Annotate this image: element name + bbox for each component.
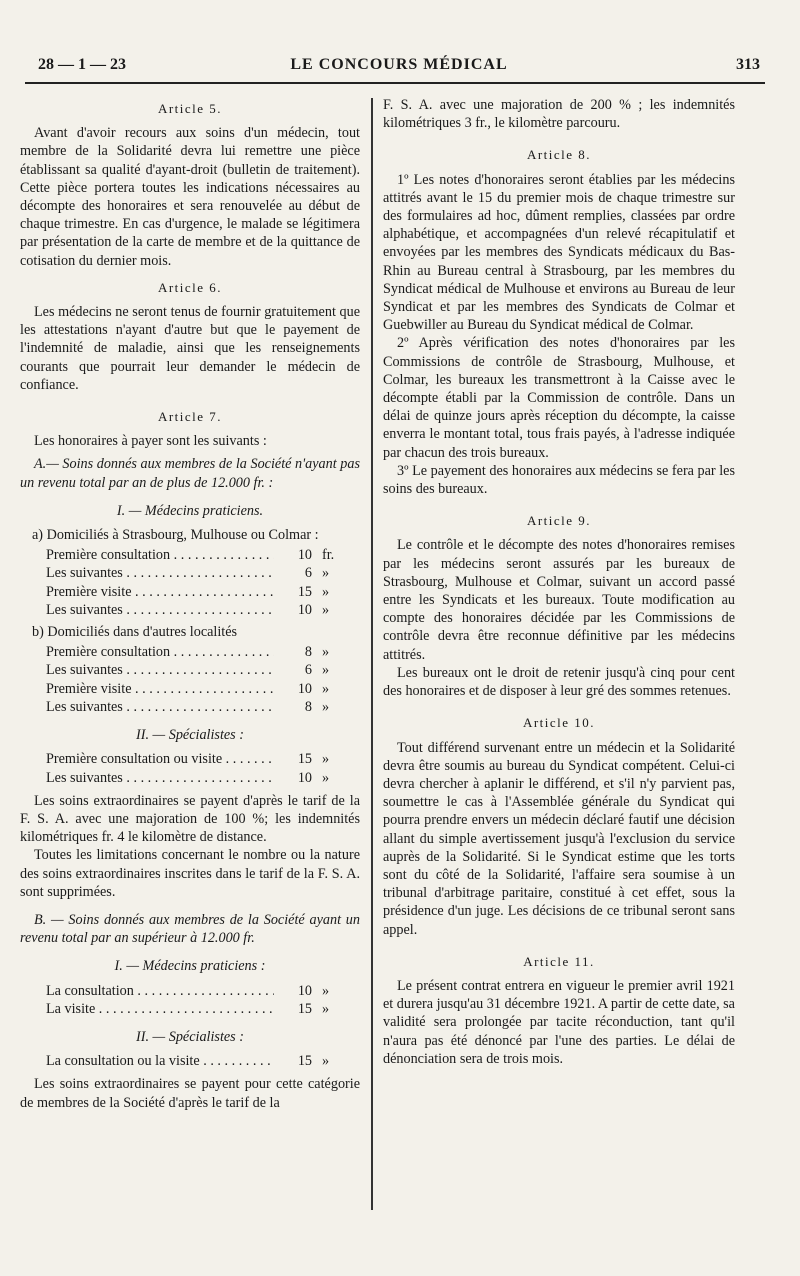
fee-unit: » xyxy=(322,982,330,999)
issue-date: 28 — 1 — 23 xyxy=(38,56,126,73)
fee-row xyxy=(46,1052,360,1070)
fee-unit: » xyxy=(322,565,330,582)
fee-amount: 10 xyxy=(297,982,312,999)
fee-amount: 10 xyxy=(297,547,312,564)
column-rule xyxy=(371,98,373,1210)
continuation-text: F. S. A. avec une majoration de 200 % ; les indemnités kilométriques 3 fr., le kilomètre parcouru. xyxy=(383,97,735,132)
article-8-p3: 3º Le payement des honoraires aux médecins se fera par les soins des bureaux. xyxy=(383,462,735,498)
journal-title: LE CONCOURS MÉDICAL xyxy=(290,56,508,73)
fee-label: Première visite . . . xyxy=(46,680,274,698)
article-11-p1: Le présent contrat entrera en vigueur le premier avril 1921 et durera jusqu'au 31 décembre 1921. A partir de cette date, sa validité sera prolongée par tacite réconduction, tant qu'il n'aura pas été dénoncé par l'une des parties. Le délai de dénonciation sera de trois mois. xyxy=(383,977,735,1067)
fee-amount: 6 xyxy=(304,565,312,582)
fee-unit: » xyxy=(322,751,330,768)
article-11-title: Article 11. xyxy=(523,953,595,969)
section-b-specialistes: II. — Spécialistes : xyxy=(136,1028,244,1045)
article-9-title: Article 9. xyxy=(526,513,592,529)
fee-unit: » xyxy=(322,601,330,618)
fee-label: Première consultation . . . xyxy=(46,643,274,661)
article-9-p1: Le contrôle et le décompte des notes d'honoraires remises par les médecins seront assurés par les bureaux de Strasbourg, Mulhouse et Colmar, suivant un accord passé entre les Syndicats et les bureaux. Toute modification au compte des honoraires décidée par les Commissions de contrôle devra être reconnue définitive par les médecins attitrés. xyxy=(383,537,735,663)
fee-label: La consultation . . . xyxy=(46,982,274,1000)
fee-amount: 10 xyxy=(297,769,312,786)
fee-row xyxy=(46,564,360,582)
fee-row xyxy=(46,643,360,661)
fee-row xyxy=(46,546,360,564)
fee-row xyxy=(46,982,360,1000)
article-6-text: Les médecins ne seront tenus de fournir gratuitement que les attestations n'ayant d'autre but que le payement de l'indemnité de maladie, ainsi que les renseignements courants que pourrait leur demander le médecin de confiance. xyxy=(20,304,360,393)
fee-list-a-a xyxy=(20,546,360,619)
fee-list-a-ii xyxy=(20,750,360,786)
right-column xyxy=(383,96,735,1068)
fee-unit: » xyxy=(322,680,330,697)
fee-amount: 15 xyxy=(297,1053,312,1070)
fee-label: Première consultation ou visite . . . xyxy=(46,750,274,768)
article-10-p1: Tout différend survenant entre un médecin et la Solidarité devra être soumis au bureau du Syndicat compétent. Celui-ci devra chercher à aplanir le différend, et s'il n'y parvient pas, soumettre le cas à l'Assemblée générale du Syndicat qui pourra prendre envers un médecin déclaré fautif une décision allant du simple avertissement jusqu'à l'exclusion du service auprès de la Solidarité. Si le Syndicat estime que les torts sont du côté de la Solidarité, l'affaire sera soumise à un tribunal d'arbitrage paritaire, constitué à cet effet, sous la présidence d'un juge. Les décisions de ce tribunal seront sans appel. xyxy=(383,739,735,938)
fee-label: La visite . . . xyxy=(46,1000,274,1018)
fee-label: Les suivantes . . . xyxy=(46,698,274,716)
article-8-title: Article 8. xyxy=(526,147,592,163)
fee-list-a-b xyxy=(20,643,360,716)
fee-unit: » xyxy=(322,1000,330,1017)
page-header xyxy=(38,52,760,78)
fee-list-b-ii xyxy=(20,1052,360,1070)
article-6-title: Article 6. xyxy=(157,279,223,295)
fee-unit: » xyxy=(322,583,330,600)
article-7-title: Article 7. xyxy=(157,409,223,425)
fee-row xyxy=(46,583,360,601)
fee-row xyxy=(46,601,360,619)
fee-amount: 10 xyxy=(297,680,312,697)
fee-unit: fr. xyxy=(322,547,335,564)
page-number: 313 xyxy=(736,56,760,73)
section-a-a-label: a) Domiciliés à Strasbourg, Mulhouse ou Colmar : xyxy=(32,527,319,544)
section-b-praticiens: I. — Médecins praticiens : xyxy=(114,958,266,975)
fee-list-b-i xyxy=(20,982,360,1018)
fee-label: Les suivantes . . . xyxy=(46,769,274,787)
fee-amount: 10 xyxy=(297,601,312,618)
fee-row xyxy=(46,698,360,716)
fee-label: Première visite . . . xyxy=(46,583,274,601)
article-8-p1: 1º Les notes d'honoraires seront établies par les médecins attitrés avant le 15 du premier mois de chaque trimestre sur des formulaires ad hoc, dûment remplies, classées par ordre alphabétique, et accompagnées d'un relevé récapitulatif et envoyées par les membres des Syndicats médicaux du Bas-Rhin au Bureau central à Strasbourg, par les membres du Syndicat médical de Mulhouse et environs au Bureau de leur Syndicat et par les membres des Syndicats de Colmar et Guebwiller au Bureau du Syndicat médical de Colmar. xyxy=(383,171,735,334)
fee-label: Les suivantes . . . xyxy=(46,601,274,619)
article-10-title: Article 10. xyxy=(522,715,596,731)
article-7-intro: Les honoraires à payer sont les suivants : xyxy=(34,433,267,450)
fee-label: La consultation ou la visite . . . xyxy=(46,1052,274,1070)
fee-label: Les suivantes . . . xyxy=(46,564,274,582)
fee-unit: » xyxy=(322,769,330,786)
fee-row xyxy=(46,1000,360,1018)
left-column xyxy=(20,96,360,1112)
fee-unit: » xyxy=(322,698,330,715)
fee-row xyxy=(46,750,360,768)
section-a-specialistes: II. — Spécialistes : xyxy=(136,727,244,744)
section-a-heading: A.— Soins donnés aux membres de la Société n'ayant pas un revenu total par an de plus de 12.000 fr. : xyxy=(20,456,360,491)
fee-unit: » xyxy=(322,662,330,679)
fee-label: Première consultation . . . xyxy=(46,546,274,564)
limitations-text: Toutes les limitations concernant le nombre ou la nature des soins extraordinaires inscrites dans le tarif de la F. S. A. sont supprimées. xyxy=(20,847,360,900)
fee-label: Les suivantes . . . xyxy=(46,661,274,679)
fee-amount: 6 xyxy=(304,662,312,679)
header-rule xyxy=(25,82,765,84)
article-5-text: Avant d'avoir recours aux soins d'un médecin, tout membre de la Solidarité devra lui remettre une pièce établissant sa qualité d'ayant-droit (bulletin de traitement). Cette pièce portera toutes les indications nécessaires au décompte des honoraires et sera renouvelée au début de chaque trimestre. En cas d'urgence, le malade se légitimera par présentation de la carte de membre et de la quittance de cotisation du dernier mois. xyxy=(20,125,360,269)
fee-row xyxy=(46,769,360,787)
extraordinary-care-b: Les soins extraordinaires se payent pour cette catégorie de membres de la Société d'après le tarif de la xyxy=(20,1076,360,1111)
article-9-p2: Les bureaux ont le droit de retenir jusqu'à cinq pour cent des honoraires et de disposer à leur gré des sommes retenues. xyxy=(383,664,735,700)
fee-amount: 15 xyxy=(297,751,312,768)
fee-amount: 8 xyxy=(304,698,312,715)
extraordinary-care-a: Les soins extraordinaires se payent d'après le tarif de la F. S. A. avec une majoration de 100 %; les indemnités kilométriques fr. 4 le kilomètre de distance. xyxy=(20,792,360,846)
fee-unit: » xyxy=(322,1053,330,1070)
fee-amount: 15 xyxy=(297,583,312,600)
article-8-p2: 2º Après vérification des notes d'honoraires par les Commissions de contrôle de Strasbourg, Mulhouse, et Colmar, les bureaux les transmettront à la Caisse avec le décompte établi par la Commission de contrôle. Dans un délai de quinze jours après réception du décompte, la caisse enverra le montant total, tous frais payés, à l'adresse indiquée par chacun des trois bureaux. xyxy=(383,335,735,461)
fee-amount: 15 xyxy=(297,1000,312,1017)
fee-unit: » xyxy=(322,644,330,661)
fee-row xyxy=(46,661,360,679)
fee-amount: 8 xyxy=(304,644,312,661)
section-a-b-label: b) Domiciliés dans d'autres localités xyxy=(32,624,238,641)
fee-row xyxy=(46,680,360,698)
article-5-title: Article 5. xyxy=(157,101,223,116)
section-a-praticiens: I. — Médecins praticiens. xyxy=(116,502,264,519)
section-b-heading: B. — Soins donnés aux membres de la Société ayant un revenu total par an supérieur à 12.000 fr. xyxy=(20,911,360,947)
